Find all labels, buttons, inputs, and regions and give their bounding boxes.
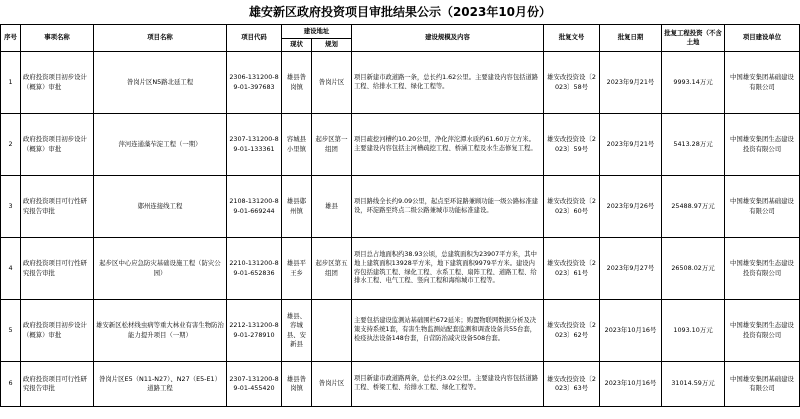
row-approval-date: 2023年9月27号 <box>600 238 662 300</box>
row-scope: 主要包括建设监测站基础围栏672延米；购置物联网数据分析及决策支持系统1套，有害生物监测站配套监测和调查设备共55台套，检疫执法设备148台套，自营防治减灾设备508台套。 <box>352 300 544 362</box>
row-location-current: 雄县昝岗镇 <box>282 362 312 407</box>
row-investment: 5413.28万元 <box>662 114 725 176</box>
row-location-current: 雄县鄚州镇 <box>282 176 312 238</box>
row-location-current: 雄县平王乡 <box>282 238 312 300</box>
row-project-name: 昝岗片区N5路北延工程 <box>94 52 227 114</box>
page-title: 雄安新区政府投资项目审批结果公示（2023年10月份） <box>248 5 552 19</box>
row-project-code: 2210-131200-89-01-652836 <box>227 238 282 300</box>
row-location-planned <box>312 300 352 362</box>
row-unit: 中国雄安集团生态建设投资有限公司 <box>725 238 800 300</box>
row-scope: 项目路线全长约9.09公里，起点至环淀路兼顾功能一级公路标准建设，环淀路至终点二级公路兼城市功能标准建设。 <box>352 176 544 238</box>
row-scope: 项目疏挖河槽约10.20公里，净化萍沱潭水质约61.60万立方米。主要建设内容包括主河槽疏挖工程、桥涵工程及水生态修复工程。 <box>352 114 544 176</box>
row-project-name: 起步区中心应急防灾基础设施工程（防灾公园） <box>94 238 227 300</box>
table-row <box>1 176 800 238</box>
header-approval-date: 批复日期 <box>600 25 662 52</box>
row-investment: 9993.14万元 <box>662 52 725 114</box>
row-location-current: 容城县小里镇 <box>282 114 312 176</box>
row-matter: 政府投资项目初步设计（概算）审批 <box>21 300 94 362</box>
header-scope: 建设规模及内容 <box>352 25 544 52</box>
row-location-planned: 昝岗片区 <box>312 52 352 114</box>
row-investment: 26508.02万元 <box>662 238 725 300</box>
row-project-code: 2307-131200-89-01-133361 <box>227 114 282 176</box>
row-approval-no: 雄安改投资设〔2023〕58号 <box>544 52 600 114</box>
row-investment: 31014.59万元 <box>662 362 725 407</box>
row-scope: 项目新建市政道路一条，总长约1.62公里。主要建设内容包括道路工程、给排水工程、绿化工程等。 <box>352 52 544 114</box>
header-project-name: 项目名称 <box>94 25 227 52</box>
header-location-planned: 规划 <box>312 39 352 52</box>
row-approval-no: 雄安改投资设〔2023〕60号 <box>544 176 600 238</box>
row-matter: 政府投资项目初步设计（概算）审批 <box>21 114 94 176</box>
row-approval-date: 2023年9月21号 <box>600 114 662 176</box>
row-approval-date: 2023年9月21号 <box>600 52 662 114</box>
row-location-planned: 起步区第五组团 <box>312 238 352 300</box>
header-unit: 项目建设单位 <box>725 25 800 52</box>
header-location-current: 现状 <box>282 39 312 52</box>
table-row <box>1 238 800 300</box>
row-seq: 2 <box>1 114 21 176</box>
row-matter: 政府投资项目初步设计（概算）审批 <box>21 52 94 114</box>
row-approval-date: 2023年10月16号 <box>600 362 662 407</box>
row-investment: 1093.10万元 <box>662 300 725 362</box>
table-row <box>1 362 800 407</box>
row-seq: 5 <box>1 300 21 362</box>
row-unit: 中国雄安集团生态建设投资有限公司 <box>725 114 800 176</box>
row-approval-date: 2023年10月16号 <box>600 300 662 362</box>
row-project-code: 2108-131200-89-01-669244 <box>227 176 282 238</box>
table-row <box>1 114 800 176</box>
row-project-name: 鄚州连接线工程 <box>94 176 227 238</box>
row-project-name: 昝岗片区E5（N11-N27）、N27（E5-E1）道路工程 <box>94 362 227 407</box>
row-seq: 6 <box>1 362 21 407</box>
row-seq: 4 <box>1 238 21 300</box>
row-seq: 3 <box>1 176 21 238</box>
row-project-code: 2212-131200-89-01-278910 <box>227 300 282 362</box>
row-seq: 1 <box>1 52 21 114</box>
row-location-planned: 雄县 <box>312 176 352 238</box>
header-investment: 批复工程投资（不含土地 <box>662 25 725 52</box>
table-row <box>1 52 800 114</box>
row-project-code: 2306-131200-89-01-397683 <box>227 52 282 114</box>
table-row <box>1 300 800 362</box>
row-approval-no: 雄安改投资设〔2023〕59号 <box>544 114 600 176</box>
row-unit: 中国雄安集团基础建设有限公司 <box>725 362 800 407</box>
row-unit: 中国雄安集团基础建设有限公司 <box>725 176 800 238</box>
row-scope: 项目总占地面积约38.93公顷，总建筑面积为23907平方米，其中地上建筑面积13928平方米，地下建筑面积9979平方米。建设内容包括建筑工程、绿化工程、水系工程、扇阵工程、道路工程、给排水工程、电气工程、竖向工程和海绵城市工程等。 <box>352 238 544 300</box>
row-matter: 政府投资项目可行性研究报告审批 <box>21 362 94 407</box>
row-approval-no: 雄安改投资设〔2023〕62号 <box>544 300 600 362</box>
row-approval-no: 雄安改投资设〔2023〕63号 <box>544 362 600 407</box>
row-matter: 政府投资项目可行性研究报告审批 <box>21 238 94 300</box>
row-location-planned: 起步区第一组团 <box>312 114 352 176</box>
header-location: 建设地址 <box>282 25 352 39</box>
row-scope: 项目新建市政道路两条，总长约3.02公里。主要建设内容包括道路工程、桥梁工程、给排水工程、绿化工程等。 <box>352 362 544 407</box>
row-project-name: 雄安新区松材线虫病等重大林业有害生物防治能力提升项目（一期） <box>94 300 227 362</box>
header-project-code: 项目代码 <box>227 25 282 52</box>
row-project-name: 萍河连通藻苲淀工程（一期） <box>94 114 227 176</box>
header-matter: 事项名称 <box>21 25 94 52</box>
row-unit: 中国雄安集团基础建设有限公司 <box>725 52 800 114</box>
row-matter: 政府投资项目可行性研究报告审批 <box>21 176 94 238</box>
row-unit: 中国雄安集团生态建设投资有限公司 <box>725 300 800 362</box>
approval-table <box>0 24 800 407</box>
row-investment: 25488.97万元 <box>662 176 725 238</box>
row-project-code: 2307-131200-89-01-455420 <box>227 362 282 407</box>
row-location-planned: 昝岗片区 <box>312 362 352 407</box>
header-seq: 序号 <box>1 25 21 52</box>
header-approval-no: 批复文号 <box>544 25 600 52</box>
row-location-current: 雄县昝岗镇 <box>282 52 312 114</box>
row-approval-date: 2023年9月26号 <box>600 176 662 238</box>
row-location-current: 雄县、容城县、安新县 <box>282 300 312 362</box>
row-approval-no: 雄安改投资设〔2023〕61号 <box>544 238 600 300</box>
